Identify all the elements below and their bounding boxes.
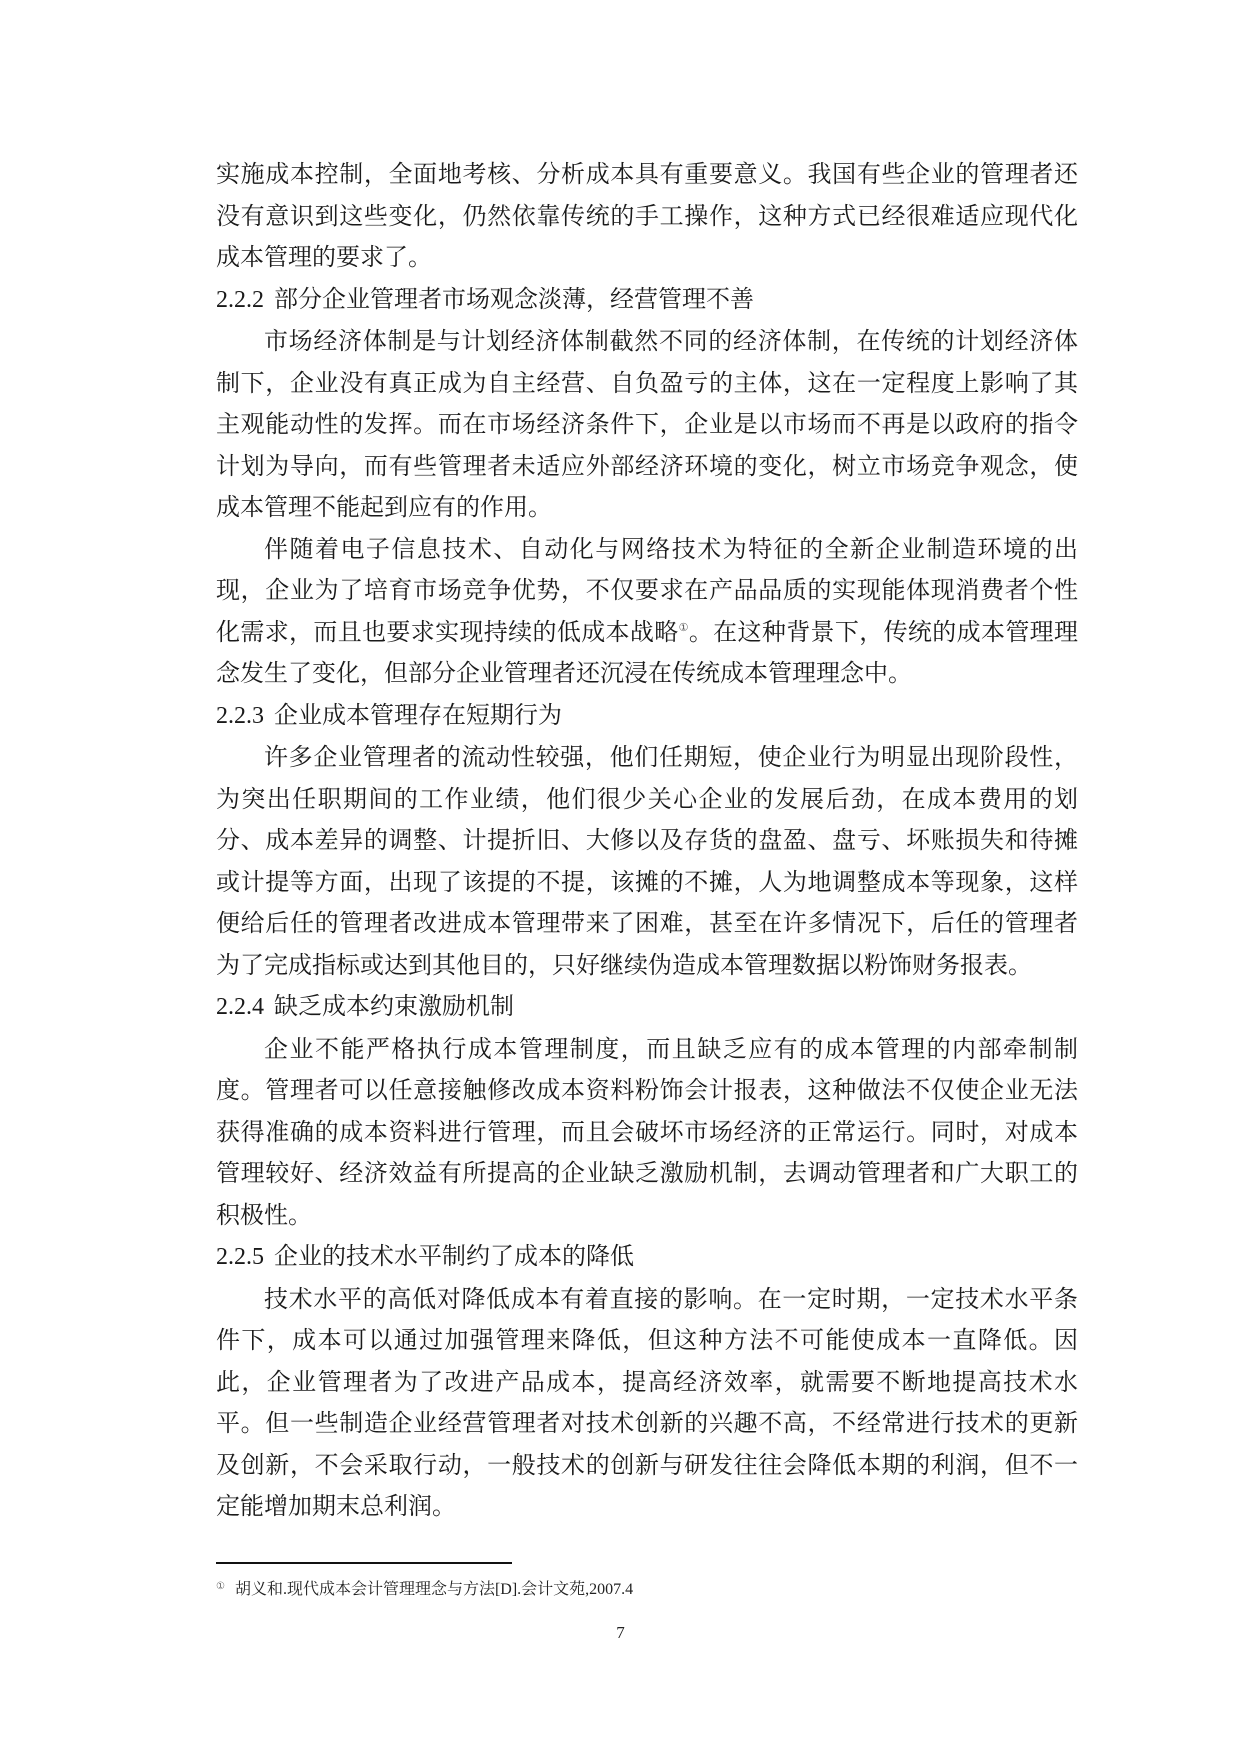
paragraph-text: 许多企业管理者的流动性较强，他们任期短，使企业行为明显出现阶段性，为突出任职期间的工作业绩，他们很少关心企业的发展后劲，在成本费用的划分、成本差异的调整、计提折旧、大修以及存货的盘盈、盘亏、坏账损失和待摊或计提等方面，出现了该提的不提，该摊的不摊，人为地调整成本等现象，这样便给后任的管理者改进成本管理带来了困难，甚至在许多情况下，后任的管理者为了完成指标或达到其他目的，只好继续伪造成本管理数据以粉饰财务报表。 <box>216 743 1078 979</box>
paragraph-text: 伴随着电子信息技术、自动化与网络技术为特征的全新企业制造环境的出现，企业为了培育市场竞争优势，不仅要求在产品品质的实现能体现消费者个性化需求，而且也要求实现持续的低成本战略 <box>216 534 1078 646</box>
section-number: 2.2.4 <box>216 994 264 1020</box>
section-number: 2.2.3 <box>216 702 264 729</box>
footnote-text: 胡义和.现代成本会计管理理念与方法[D].会计文苑,2007.4 <box>234 1581 634 1598</box>
section-heading-2-2-3 <box>216 695 1078 738</box>
section-heading-2-2-4 <box>216 986 1078 1029</box>
section-number: 2.2.2 <box>216 286 264 313</box>
section-title: 企业的技术水平制约了成本的降低 <box>274 1242 634 1270</box>
footnote-divider <box>216 1562 512 1564</box>
paragraph <box>216 1029 1078 1237</box>
paragraph-continuation <box>216 154 1078 279</box>
paragraph-text: 。在这种背景下，传统的成本管理理念发生了变化，但部分企业管理者还沉浸在传统成本管理理念中。 <box>216 617 1079 687</box>
paragraph <box>216 1279 1078 1528</box>
footnote-reference[interactable]: ① <box>678 620 689 634</box>
paragraph-text: 市场经济体制是与计划经济体制截然不同的经济体制，在传统的计划经济体制下，企业没有真正成为自主经营、自负盈亏的主体，这在一定程度上影响了其主观能动性的发挥。而在市场经济条件下，企业是以市场而不再是以政府的指令计划为导向，而有些管理者未适应外部经济环境的变化，树立市场竞争观念，使成本管理不能起到应有的作用。 <box>216 327 1078 521</box>
body-text <box>216 154 1078 1528</box>
paragraph <box>216 529 1078 695</box>
footnote <box>216 1576 633 1601</box>
paragraph <box>216 321 1078 529</box>
section-title: 缺乏成本约束激励机制 <box>274 992 514 1020</box>
section-number: 2.2.5 <box>216 1244 264 1270</box>
footnote-mark: ① <box>216 1581 225 1592</box>
paragraph <box>216 737 1078 986</box>
paragraph-text: 实施成本控制，全面地考核、分析成本具有重要意义。我国有些企业的管理者还没有意识到这些变化，仍然依靠传统的手工操作，这种方式已经很难适应现代化成本管理的要求了。 <box>216 160 1078 271</box>
paragraph-text: 企业不能严格执行成本管理制度，而且缺乏应有的成本管理的内部牵制制度。管理者可以任意接触修改成本资料粉饰会计报表，这种做法不仅使企业无法获得准确的成本资料进行管理，而且会破坏市场经济的正常运行。同时，对成本管理较好、经济效益有所提高的企业缺乏激励机制，去调动管理者和广大职工的积极性。 <box>216 1034 1078 1229</box>
section-title: 部分企业管理者市场观念淡薄，经营管理不善 <box>274 284 754 313</box>
section-heading-2-2-2 <box>216 279 1078 322</box>
section-title: 企业成本管理存在短期行为 <box>274 700 562 729</box>
paragraph-text: 技术水平的高低对降低成本有着直接的影响。在一定时期，一定技术水平条件下，成本可以通过加强管理来降低，但这种方法不可能使成本一直降低。因此，企业管理者为了改进产品成本，提高经济效率，就需要不断地提高技术水平。但一些制造企业经营管理者对技术创新的兴趣不高，不经常进行技术的更新及创新，不会采取行动，一般技术的创新与研发往往会降低本期的利润，但不一定能增加期末总利润。 <box>216 1284 1078 1520</box>
section-heading-2-2-5 <box>216 1236 1078 1279</box>
page-number: 7 <box>616 1623 625 1642</box>
